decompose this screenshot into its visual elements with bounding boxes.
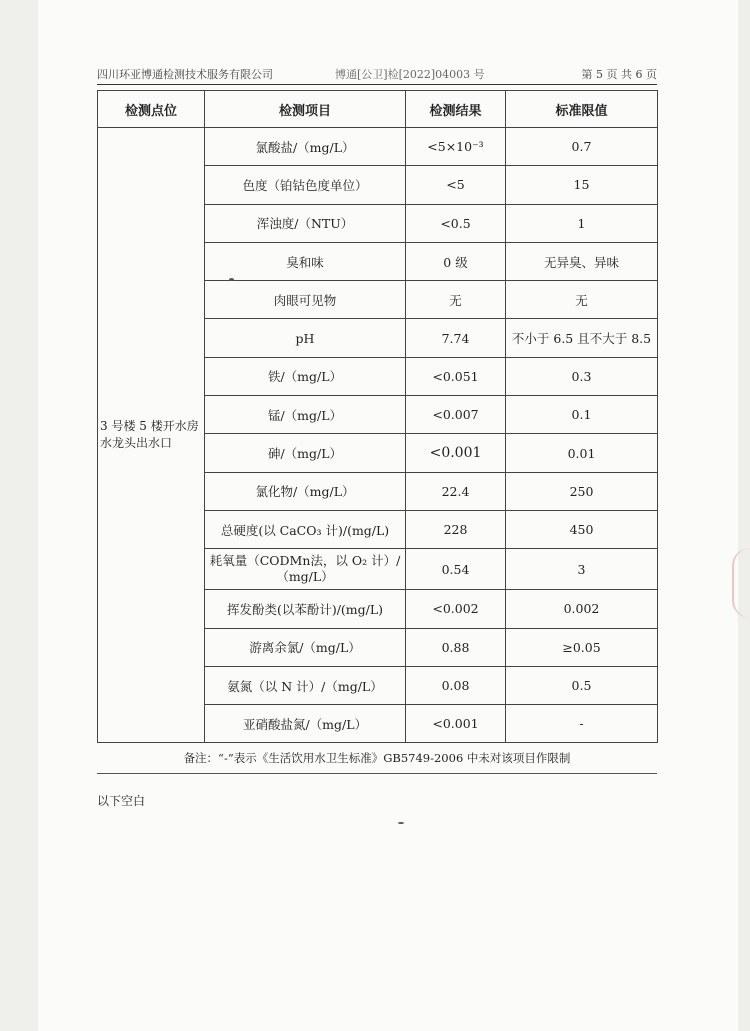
item-cell: pH xyxy=(205,319,406,357)
item-cell: 氨氮（以 N 计）/（mg/L） xyxy=(205,666,406,704)
header-limit: 标准限值 xyxy=(506,91,658,128)
limit-cell: 0.002 xyxy=(506,590,658,628)
table-row xyxy=(98,128,658,166)
limit-cell: - xyxy=(506,705,658,743)
result-cell: <0.001 xyxy=(406,705,506,743)
limit-cell: 0.1 xyxy=(506,396,658,434)
limit-cell: 不小于 6.5 且不大于 8.5 xyxy=(506,319,658,357)
result-cell: 228 xyxy=(406,510,506,548)
item-cell: 氯酸盐/（mg/L） xyxy=(205,128,406,166)
table-header-row xyxy=(98,91,658,128)
limit-cell: 15 xyxy=(506,166,658,204)
result-cell: 22.4 xyxy=(406,472,506,510)
scan-edge-right xyxy=(738,0,750,1031)
item-cell: 氯化物/（mg/L） xyxy=(205,472,406,510)
limit-cell: 3 xyxy=(506,549,658,590)
header-location: 检测点位 xyxy=(98,91,205,128)
item-cell: 挥发酚类(以苯酚计)/(mg/L) xyxy=(205,590,406,628)
scan-edge xyxy=(0,0,38,1031)
result-cell: <0.007 xyxy=(406,396,506,434)
limit-cell: 450 xyxy=(506,510,658,548)
result-cell: <5×10⁻³ xyxy=(406,128,506,166)
limit-cell: 无 xyxy=(506,281,658,319)
limit-cell: ≥0.05 xyxy=(506,628,658,666)
red-seal-fragment xyxy=(732,548,750,618)
item-cell: 铁/（mg/L） xyxy=(205,357,406,395)
header-result: 检测结果 xyxy=(406,91,506,128)
result-cell: 0.54 xyxy=(406,549,506,590)
footnote: 备注：“-”表示《生活饮用水卫生标准》GB5749-2006 中未对该项目作限制 xyxy=(97,743,657,774)
item-cell: 色度（铂钴色度单位） xyxy=(205,166,406,204)
limit-cell: 0.5 xyxy=(506,666,658,704)
item-cell: 锰/（mg/L） xyxy=(205,396,406,434)
page-number: 第 5 页 共 6 页 xyxy=(581,68,657,81)
item-cell: 总硬度(以 CaCO₃ 计)/(mg/L) xyxy=(205,510,406,548)
result-cell: 7.74 xyxy=(406,319,506,357)
company-name: 四川环亚博通检测技术服务有限公司 xyxy=(97,68,273,81)
limit-cell: 0.01 xyxy=(506,434,658,472)
item-cell: 耗氧量（CODMn法，以 O₂ 计）/（mg/L） xyxy=(205,549,406,590)
item-cell: 浑浊度/（NTU） xyxy=(205,204,406,242)
location-cell: 3 号楼 5 楼开水房水龙头出水口 xyxy=(98,128,205,743)
item-cell: 亚硝酸盐氮/（mg/L） xyxy=(205,705,406,743)
result-cell: 无 xyxy=(406,281,506,319)
item-cell: 臭和味 xyxy=(205,242,406,280)
report-number: 博通[公卫]检[2022]04003 号 xyxy=(335,68,485,81)
results-table xyxy=(97,90,658,743)
ink-smudge xyxy=(229,278,234,281)
item-cell: 肉眼可见物 xyxy=(205,281,406,319)
ink-smudge xyxy=(398,822,404,824)
result-cell: <5 xyxy=(406,166,506,204)
result-cell: <0.001 xyxy=(406,434,506,472)
limit-cell: 无异臭、异味 xyxy=(506,242,658,280)
result-cell: <0.5 xyxy=(406,204,506,242)
limit-cell: 250 xyxy=(506,472,658,510)
blank-below-text: 以下空白 xyxy=(97,794,146,808)
result-cell: 0.88 xyxy=(406,628,506,666)
item-cell: 砷/（mg/L） xyxy=(205,434,406,472)
item-cell: 游离余氯/（mg/L） xyxy=(205,628,406,666)
result-cell: 0.08 xyxy=(406,666,506,704)
limit-cell: 1 xyxy=(506,204,658,242)
page-header xyxy=(97,66,657,85)
limit-cell: 0.7 xyxy=(506,128,658,166)
result-cell: <0.002 xyxy=(406,590,506,628)
limit-cell: 0.3 xyxy=(506,357,658,395)
result-cell: <0.051 xyxy=(406,357,506,395)
header-item: 检测项目 xyxy=(205,91,406,128)
result-cell: 0 级 xyxy=(406,242,506,280)
